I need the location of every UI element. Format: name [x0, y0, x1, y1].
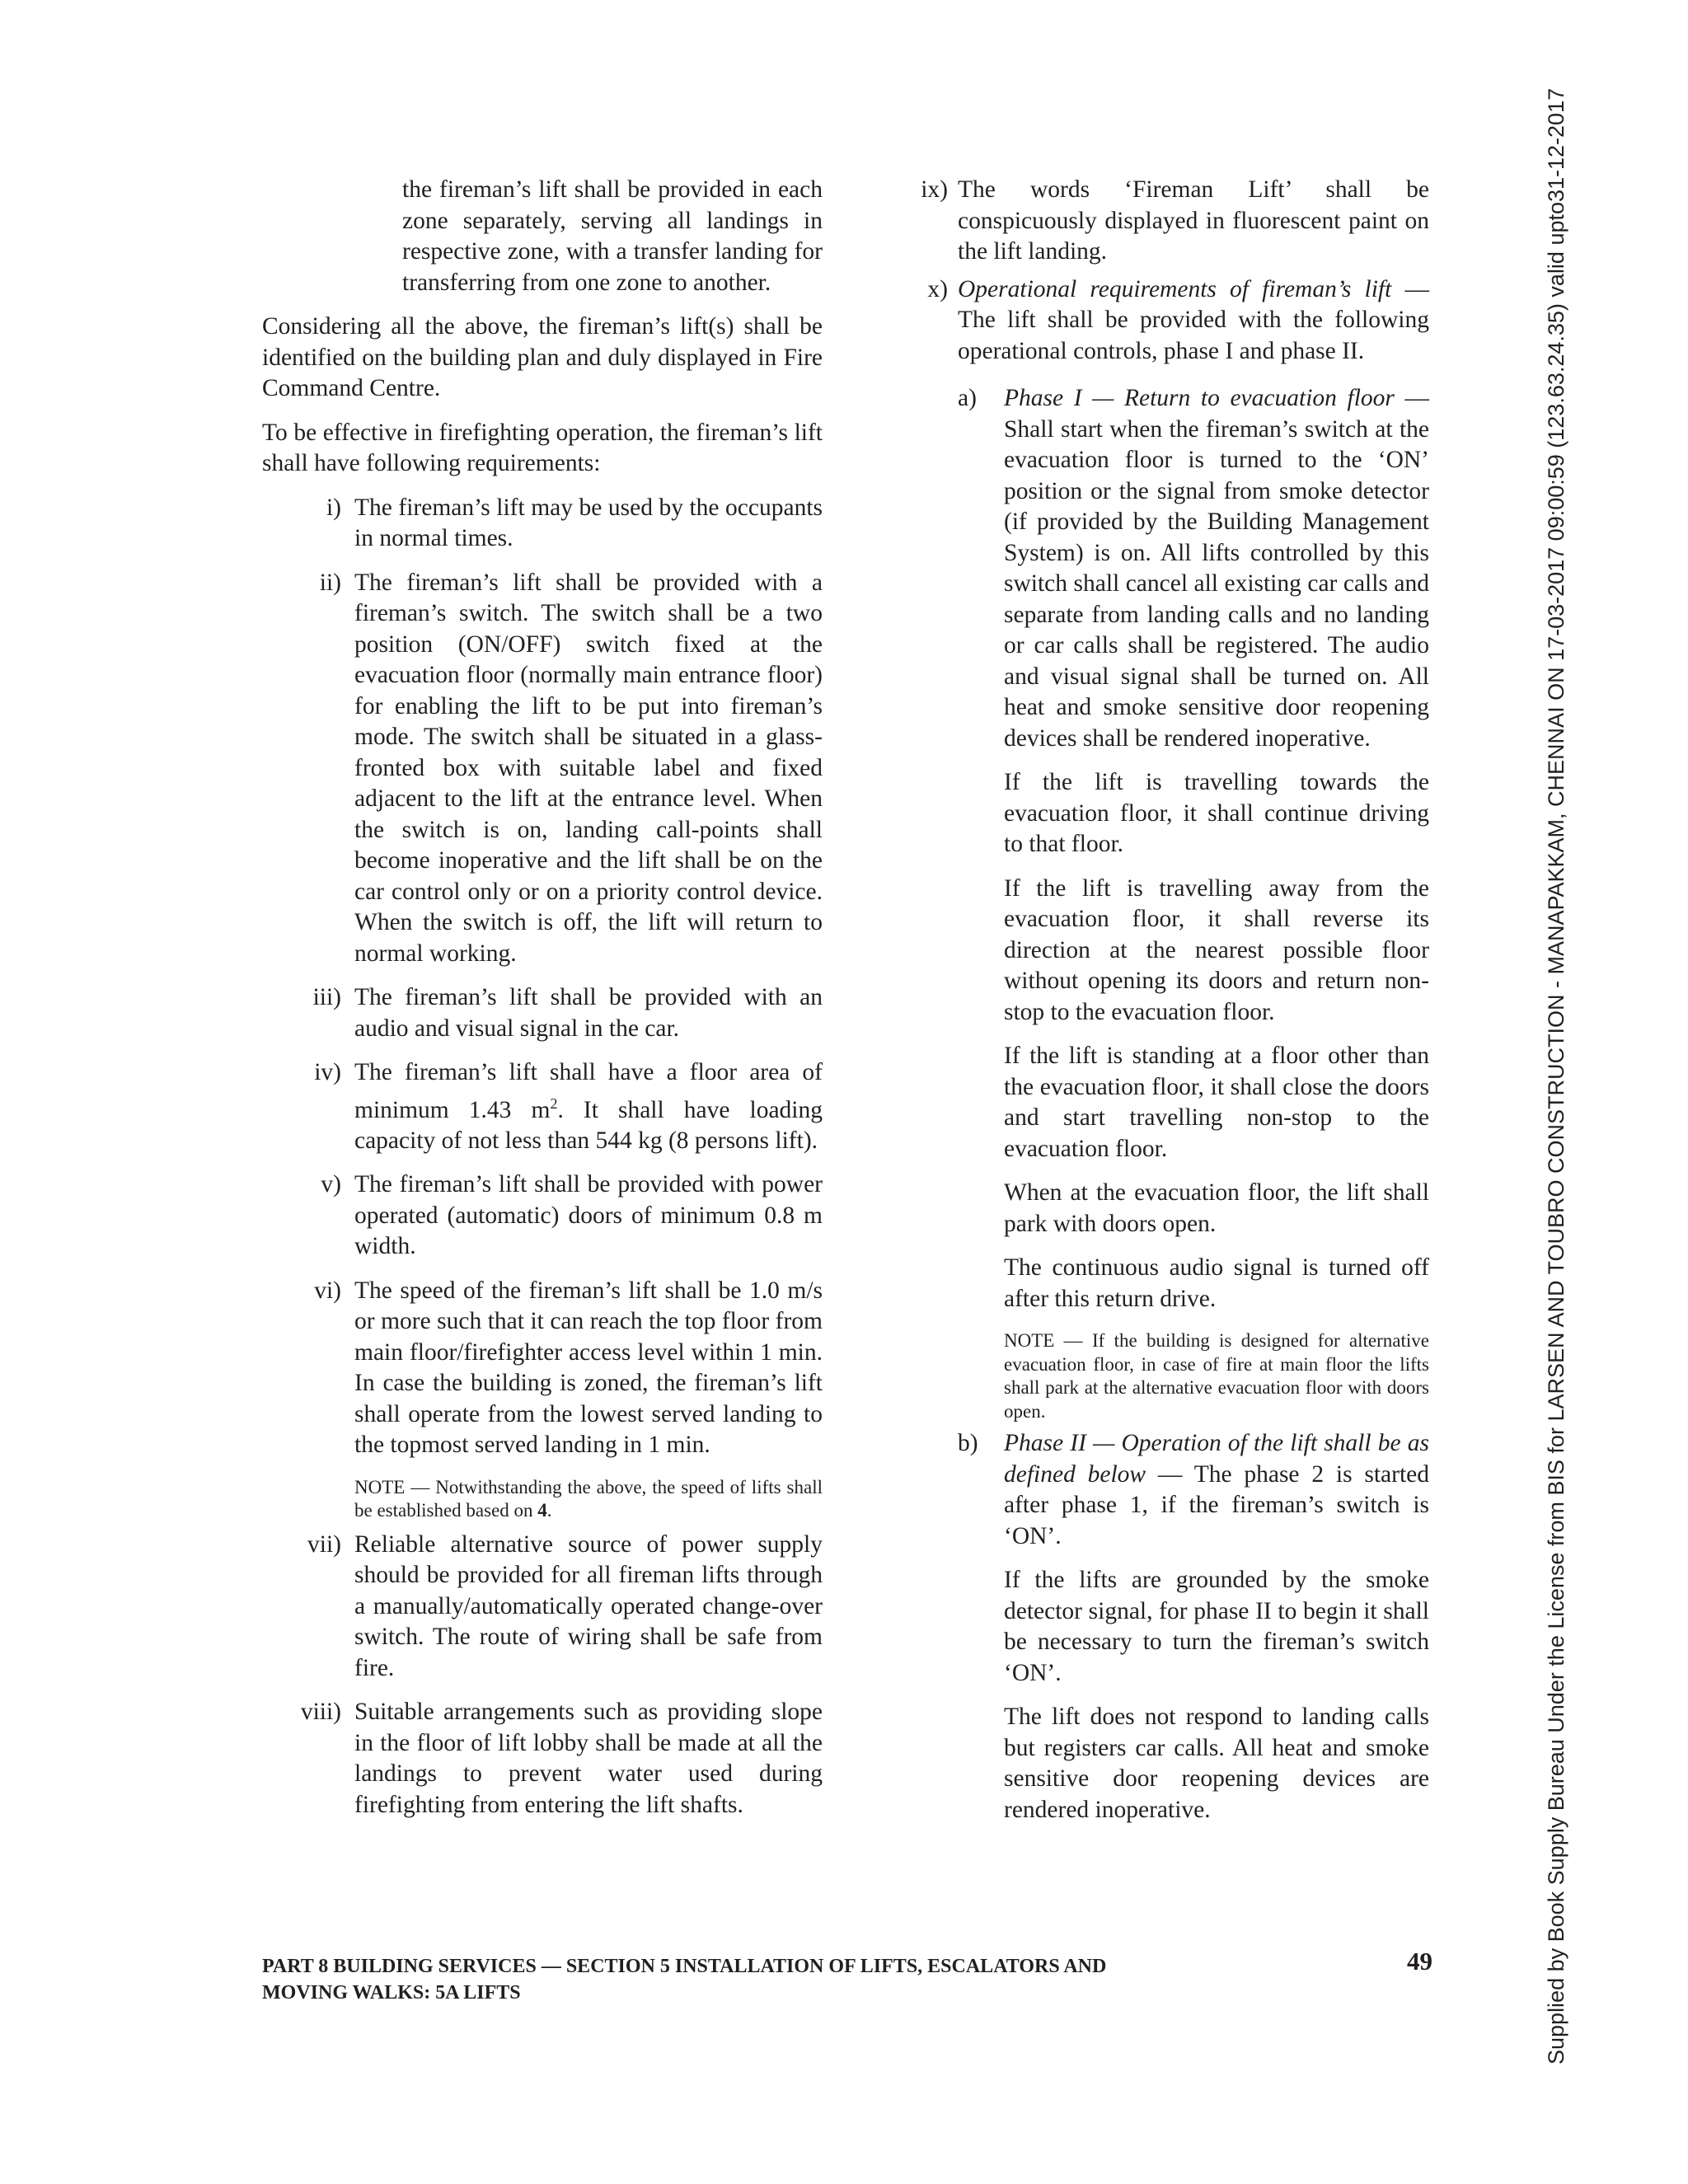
item-text: Reliable alternative source of power supply should be provided for all fireman lifts through a manually/automatically operated change-over switch. The route of wiring shall be safe from fire. — [354, 1530, 823, 1681]
item-number: i) — [326, 494, 341, 521]
item-title: Operational requirements of fireman’s lift — [958, 275, 1392, 302]
footer-title — [262, 1953, 1169, 2006]
list-item — [262, 493, 823, 555]
list-item — [262, 982, 823, 1044]
item-number: ix) — [921, 176, 948, 203]
phase-2-paragraph: If the lifts are grounded by the smoke detector signal, for phase II to begin it shall be necessary to turn the fireman’s switch ‘ON’. — [1004, 1567, 1429, 1686]
left-column — [262, 175, 823, 1821]
note-text-end: . — [546, 1500, 552, 1521]
sub-item-text — [1004, 383, 1429, 754]
phase-1-paragraph: If the lift is travelling towards the evacuation floor, it shall continue driving to that floor. — [1004, 769, 1429, 857]
item-text: The fireman’s lift shall be provided with an audio and visual signal in the car. — [354, 984, 823, 1042]
item-number: x) — [927, 275, 948, 302]
item-text: Suitable arrangements such as providing slope in the floor of lift lobby shall be made at all the landings to prevent water used during firefighting from entering the lift shafts. — [354, 1699, 823, 1818]
item-text: The speed of the fireman’s lift shall be 1.0 m/s or more such that it can reach the top floor from main floor/firefighter access level within 1 min. In case the building is zoned, the fireman’s lift shall operate from the lowest served landing to the topmost served landing in 1 min. — [354, 1277, 823, 1459]
sub-item-title: Phase II — Operation of the lift shall be as defined below — [1004, 1430, 1429, 1488]
superscript: 2 — [550, 1094, 558, 1112]
sub-item-number: b) — [958, 1430, 978, 1456]
item-number: v) — [321, 1171, 341, 1198]
page-footer — [262, 1947, 1432, 2006]
list-item — [262, 1530, 823, 1685]
item-number: vi) — [314, 1277, 341, 1304]
note-text: NOTE — Notwithstanding the above, the speed of lifts shall be established based on — [354, 1476, 823, 1521]
sub-item-text — [1004, 1428, 1429, 1552]
sub-item-body: — The phase 2 is started after phase 1, if the fireman’s switch is ‘ON’. — [1004, 1460, 1430, 1549]
list-item — [262, 1276, 823, 1461]
item-text-part: . It shall have loading capacity of not less than 544 kg (8 persons lift). — [354, 1096, 823, 1154]
list-item — [913, 274, 1429, 368]
item-text — [958, 274, 1429, 368]
item-number: iv) — [314, 1059, 341, 1085]
list-item — [262, 1697, 823, 1821]
item-text: The fireman’s lift shall be provided with power operated (automatic) doors of minimum 0.8 m width. — [354, 1171, 823, 1260]
continuation-paragraph: the fireman’s lift shall be provided in each zone separately, serving all landings in respective zone, with a transfer landing for transferring from one zone to another. — [402, 176, 823, 296]
phase-1-paragraph: If the lift is standing at a floor other than the evacuation floor, it shall close the doors and start travelling non-stop to the evacuation floor. — [1004, 1043, 1429, 1162]
note-reference: 4 — [537, 1500, 547, 1521]
item-body: — The lift shall be provided with the following operational controls, phase I and phase II. — [958, 275, 1430, 364]
phase-1-paragraph: When at the evacuation floor, the lift shall park with doors open. — [1004, 1179, 1429, 1237]
sub-item-number: a) — [958, 385, 977, 411]
note-alternative-floor: NOTE — If the building is designed for alternative evacuation floor, in case of fire at main floor the lifts shall park at the alternative evacuation floor with doors open. — [1004, 1330, 1429, 1422]
phase-1-paragraph: The continuous audio signal is turned off after this return drive. — [1004, 1254, 1429, 1312]
item-number: ii) — [319, 569, 341, 596]
list-item — [262, 1057, 823, 1156]
license-watermark-side: Supplied by Book Supply Bureau Under the License from BIS for LARSEN AND TOUBRO CONSTRUCTION - MANAPAKKAM, CHENNAI ON 17-03-2017 09:00:59 (123.63.24.35) valid upto31-12-2017 — [1544, 87, 1568, 2064]
right-column — [913, 175, 1429, 1825]
page-number: 49 — [1407, 1947, 1432, 1975]
sub-item-title: Phase I — Return to evacuation floor — [1004, 385, 1395, 411]
footer-line: MOVING WALKS: 5A LIFTS — [262, 1982, 521, 2004]
phase-1-paragraph: If the lift is travelling away from the evacuation floor, it shall reverse its direction at the nearest possible floor without opening its doors and return non-stop to the evacuation floor. — [1004, 874, 1429, 1025]
item-text: The fireman’s lift shall be provided with a fireman’s switch. The switch shall be a two position (ON/OFF) switch fixed at the evacuation floor (normally main entrance floor) for enabling the lift to be put into fireman’s mode. The switch shall be situated in a glass-fronted box with suitable label and fixed adjacent to the lift at the entrance level. When the switch is on, landing call-points shall become inoperative and the lift shall be on the car control only or on a priority control device. When the switch is off, the lift will return to normal working. — [354, 569, 823, 967]
note-speed — [354, 1476, 823, 1523]
sub-item-phase-2 — [958, 1428, 1429, 1552]
phase-2-paragraph: The lift does not respond to landing calls but registers car calls. All heat and smoke sensitive door reopening devices are rendered inoperative. — [1004, 1704, 1429, 1823]
item-number: vii) — [307, 1530, 341, 1558]
item-number: iii) — [312, 984, 341, 1010]
paragraph-identification: Considering all the above, the fireman’s lift(s) shall be identified on the building plan and duly displayed in Fire Command Centre. — [262, 313, 823, 401]
paragraph-requirements-intro: To be effective in firefighting operation, the fireman’s lift shall have following requirements: — [262, 419, 823, 476]
list-item — [262, 568, 823, 970]
sub-item-body: — Shall start when the fireman’s switch at the evacuation floor is turned to the ‘ON’ position or the signal from smoke detector (if provided by the Building Management System) is on. All lifts controlled by this switch shall cancel all existing car calls and separate from landing calls and no landing or car calls shall be registered. The audio and visual signal shall be turned on. All heat and smoke sensitive door reopening devices shall be rendered inoperative. — [1004, 385, 1429, 752]
footer-line: PART 8 BUILDING SERVICES — SECTION 5 INSTALLATION OF LIFTS, ESCALATORS AND — [262, 1956, 1107, 1977]
list-item — [913, 175, 1429, 268]
list-item — [262, 1169, 823, 1263]
item-text: The fireman’s lift may be used by the occupants in normal times. — [354, 494, 823, 551]
item-text: The words ‘Fireman Lift’ shall be conspicuously displayed in fluorescent paint on the lift landing. — [958, 176, 1429, 265]
item-number: viii) — [300, 1699, 341, 1726]
item-text — [354, 1057, 823, 1156]
sub-item-phase-1 — [958, 383, 1429, 754]
item-text-part: The fireman’s lift shall have a floor area of minimum 1.43 m — [354, 1059, 823, 1123]
